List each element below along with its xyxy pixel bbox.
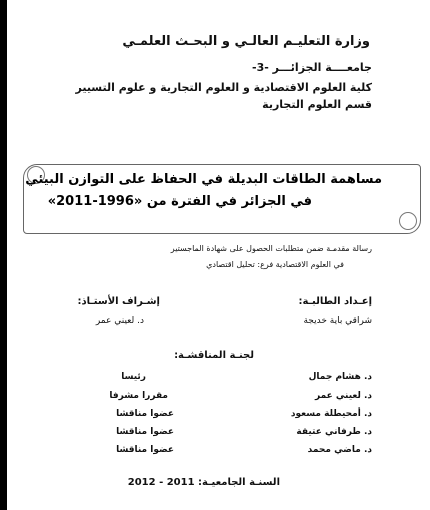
committee-member-name: د. هشام جمال xyxy=(308,372,372,382)
committee-member-name: د. طرفاني عتيقة xyxy=(296,427,372,437)
student-name: شراقي باية خديجة xyxy=(303,316,372,326)
scroll-curl-decoration xyxy=(399,212,417,230)
supervisor-label: إشـراف الأستـاذ: xyxy=(77,296,160,307)
committee-member-role: رئيسا xyxy=(121,372,146,382)
thesis-title-line-1: مساهمة الطاقات البديلة في الحفاظ على التوازن البيئي xyxy=(25,172,382,187)
committee-member-role: عضوا مناقشا xyxy=(116,427,174,437)
committee-member-role: عضوا مناقشا xyxy=(116,409,174,419)
faculty-name: كلية العلوم الاقتصادية و العلوم التجارية و علوم التسيير xyxy=(75,81,372,94)
supervisor-name: د. لعيني عمر xyxy=(95,316,144,326)
memo-line-2: في العلوم الاقتصادية فرع: تحليل اقتصادي xyxy=(206,260,344,269)
committee-label: لجنـة المناقشـة: xyxy=(174,350,254,361)
thesis-title-line-2: في الجزائر في الفترة من «1996-2011» xyxy=(47,194,312,209)
committee-member-name: د. لعيني عمر xyxy=(315,391,372,401)
memo-line-1: رسالة مقدمـة ضمن متطلبات الحصول على شهادة الماجستير xyxy=(170,244,372,253)
committee-member-name: د. ماضي محمد xyxy=(307,445,372,455)
committee-member-role: مقررا مشرفا xyxy=(109,391,168,401)
department-name: قسم العلوم التجارية xyxy=(262,98,372,111)
academic-year: السنـة الجامعيـة: 2011 - 2012 xyxy=(127,477,280,488)
university-name: جامعــــة الجزائـــر -3- xyxy=(252,61,372,74)
document-page xyxy=(7,0,430,510)
committee-member-name: د. أمحيطلة مسعود xyxy=(290,409,372,419)
committee-member-role: عضوا مناقشا xyxy=(116,445,174,455)
prepared-by-label: إعـداد الطالبـة: xyxy=(298,296,372,307)
ministry-heading: وزارة التعليـم العالـي و البحـث العلمـي xyxy=(122,34,370,49)
